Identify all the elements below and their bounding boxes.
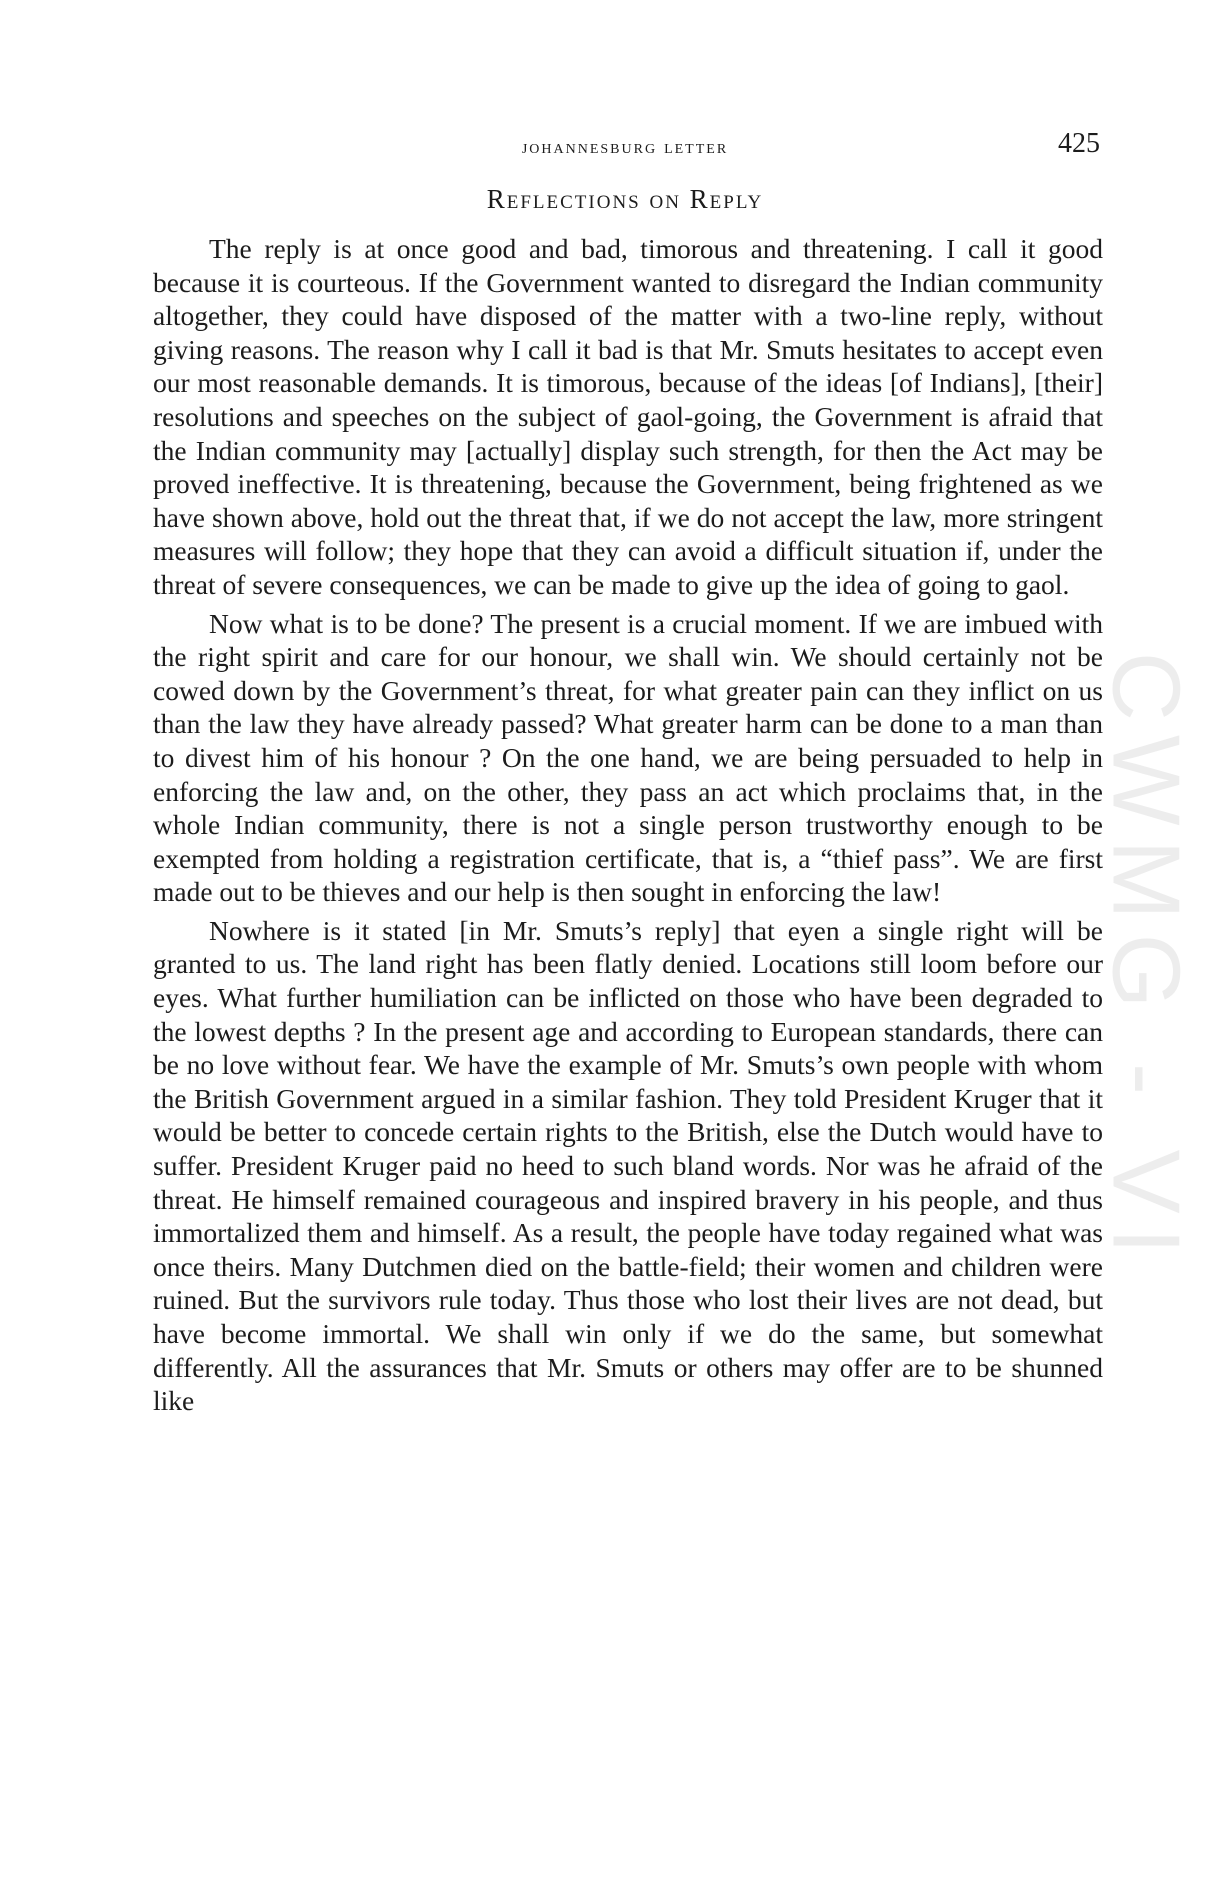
section-heading: Reflections on Reply [486, 184, 764, 214]
watermark [1092, 560, 1199, 1360]
paragraph-1: The reply is at once good and bad, timorous and threatening. I call it good because it is courteous. If the Government wanted to disregard the Indian community altogether, they could have disposed of the matter with a two-line reply, without giving reasons. The reason why I call it bad is that Mr. Smuts hesitates to accept even our most reasonable demands. It is timorous, because of the ideas [of Indians], [their] resolutions and speeches on the subject of gaol-going, the Government is afraid that the Indian community may [actually] display such strength, for then the Act may be proved ineffective. It is threatening, because the Government, being frightened as we have shown above, hold out the threat that, if we do not accept the law, more stringent measures will follow; they hope that they can avoid a difficult situation if, under the threat of severe consequences, we can be made to give up the idea of going to gaol. [153, 233, 1103, 600]
page-number: 425 [1058, 128, 1100, 159]
paragraph-3: Nowhere is it stated [in Mr. Smuts’s reply] that eyen a single right will be granted to us. The land right has been flatly denied. Locations still loom before our eyes. What further humiliation can be inflicted on those who have been degraded to the lowest depths ? In the present age and according to European standards, there can be no love without fear. We have the example of Mr. Smuts’s own people with whom the British Government argued in a similar fashion. They told President Kruger that it would be better to concede certain rights to the British, else the Dutch would have to suffer. President Kruger paid no heed to such bland words. Nor was he afraid of the threat. He himself remained courageous and inspired bravery in his people, and thus immortalized them and himself. As a result, the people have today regained what was once theirs. Many Dutchmen died on the battle-field; their women and children were ruined. But the survivors rule today. Thus those who lost their lives are not dead, but have become immortal. We shall win only if we do the same, but somewhat differently. All the assurances that Mr. Smuts or others may offer are to be shunned like [153, 914, 1103, 1417]
paragraph-2: Now what is to be done? The present is a crucial moment. If we are imbued with the right spirit and care for our honour, we shall win. We should certainly not be cowed down by the Government’s threat, for what greater pain can they inflict on us than the law they have already passed? What greater harm can be done to a man than to divest him of his honour ? On the one hand, we are being persuaded to help in enforcing the law and, on the other, they pass an act which proclaims that, in the whole Indian community, there is not a single person trustworthy enough to be exempted from holding a registration certificate, that is, a “thief pass”. We are first made out to be thieves and our help is then sought in enforcing the law! [153, 607, 1103, 908]
watermark-text: CWMG - VI [1092, 651, 1199, 1269]
body-text [153, 232, 1103, 1418]
running-head [150, 128, 1100, 168]
running-head-title: johannesburg letter [521, 136, 729, 158]
